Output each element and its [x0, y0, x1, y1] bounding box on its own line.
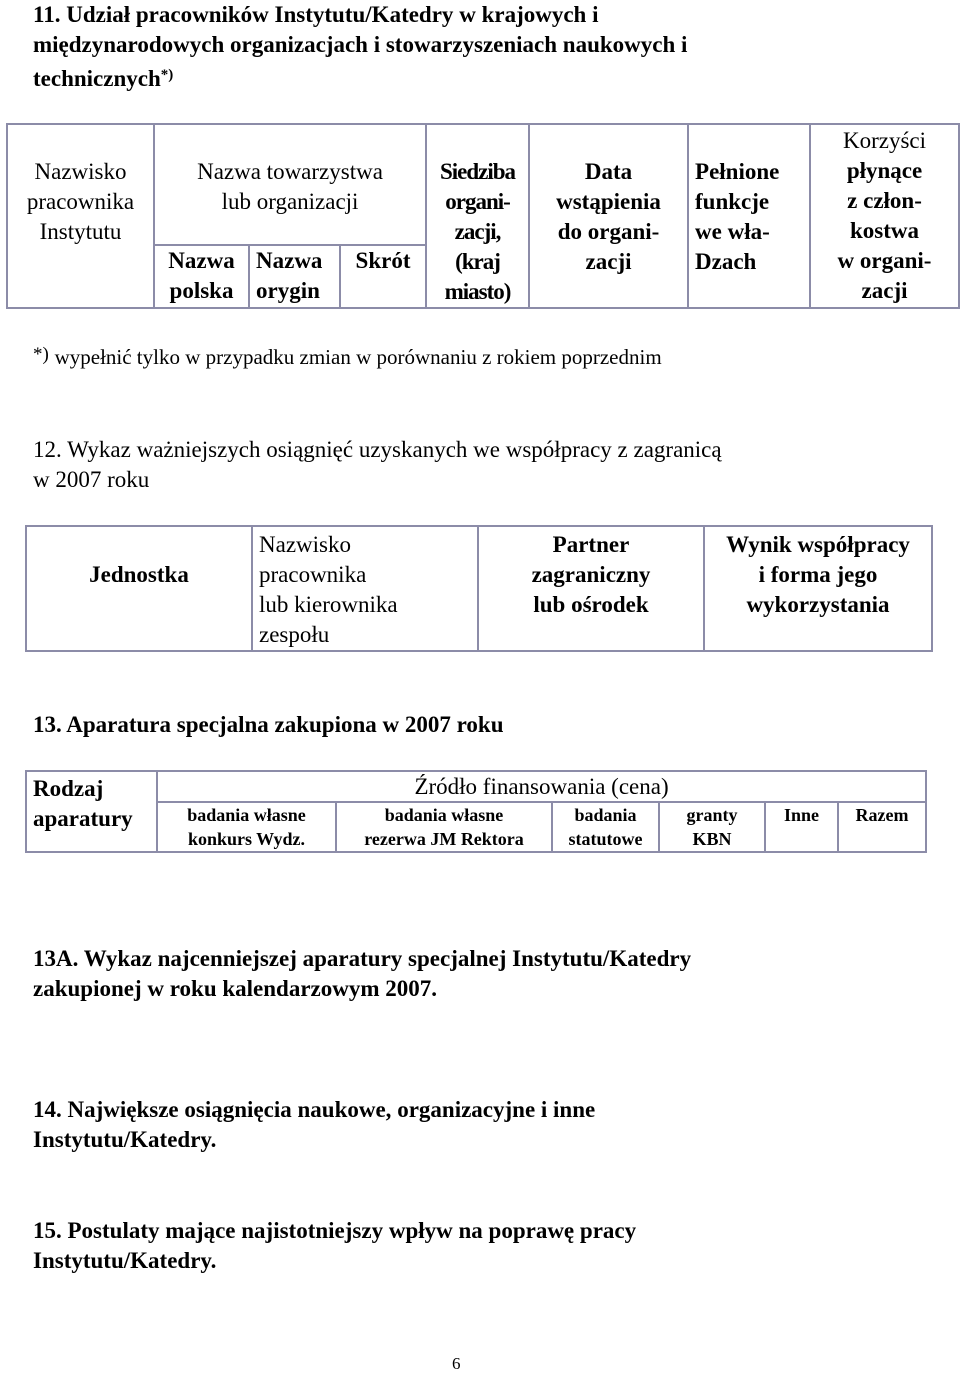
- table-equipment: [25, 770, 927, 853]
- section-13a-line-1: 13A. Wykaz najcenniejszej aparatury specjalnej Instytutu/Katedry: [33, 946, 692, 971]
- col-kbn-grants: granty KBN: [659, 802, 765, 852]
- section-11-line-2: międzynarodowych organizacjach i stowarzyszeniach naukowych i: [33, 32, 688, 57]
- col-equipment-type: Rodzaj aparatury: [26, 771, 157, 852]
- section-15-line-2: Instytutu/Katedry.: [33, 1248, 217, 1273]
- section-14-line-2: Instytutu/Katedry.: [33, 1127, 217, 1152]
- col-organization-name: Nazwa towarzystwa lub organizacji: [154, 124, 426, 245]
- section-14-line-1: 14. Największe osiągnięcia naukowe, organizacyjne i inne: [33, 1097, 596, 1122]
- col-join-date: Data wstąpienia do organi- zacji: [529, 124, 688, 308]
- table-membership: [6, 123, 960, 309]
- col-name-original: Nazwa orygin: [249, 245, 340, 308]
- col-benefits: Korzyści płynące z człon- kostwa w organi- zacji: [810, 124, 959, 308]
- section-14-heading: [33, 1095, 885, 1155]
- col-unit: Jednostka: [26, 526, 252, 651]
- section-13a-heading: [33, 944, 885, 1004]
- page-number: 6: [452, 1354, 461, 1373]
- col-foreign-partner: Partner zagraniczny lub ośrodek: [478, 526, 704, 651]
- table-cooperation: [25, 525, 933, 652]
- section-12-line-1: 12. Wykaz ważniejszych osiągnięć uzyskanych we współpracy z zagranicą: [33, 437, 722, 462]
- section-15-heading: [33, 1216, 885, 1276]
- section-12-heading: [33, 435, 885, 495]
- section-11-line-1: 11. Udział pracowników Instytutu/Katedry w krajowych i: [33, 2, 599, 27]
- section-11-heading: [33, 0, 885, 94]
- col-employee-or-leader: Nazwisko pracownika lub kierownika zespołu: [252, 526, 478, 651]
- col-name-polish: Nazwa polska: [154, 245, 249, 308]
- col-abbreviation: Skrót: [340, 245, 426, 308]
- col-statutory-research: badania statutowe: [552, 802, 659, 852]
- col-own-research-rector: badania własne rezerwa JM Rektora: [336, 802, 552, 852]
- col-total: Razem: [838, 802, 926, 852]
- section-15-line-1: 15. Postulaty mające najistotniejszy wpływ na poprawę pracy: [33, 1218, 637, 1243]
- section-12-line-2: w 2007 roku: [33, 467, 150, 492]
- col-own-research-faculty: badania własne konkurs Wydz.: [157, 802, 336, 852]
- section-13a-line-2: zakupionej w roku kalendarzowym 2007.: [33, 976, 438, 1001]
- col-result: Wynik współpracy i forma jego wykorzystania: [704, 526, 932, 651]
- footnote-mark: *): [33, 344, 49, 365]
- col-funding-source: Źródło finansowania (cena): [157, 771, 926, 802]
- col-other: Inne: [765, 802, 838, 852]
- footnote-text: wypełnić tylko w przypadku zmian w porównaniu z rokiem poprzednim: [54, 345, 662, 369]
- section-13-heading: 13. Aparatura specjalna zakupiona w 2007 roku: [33, 712, 504, 737]
- col-functions: Pełnione funkcje we wła- Dzach: [688, 124, 810, 308]
- footnote: [33, 342, 662, 374]
- col-seat: Siedziba organi- zacji, (kraj miasto): [426, 124, 529, 308]
- section-11-line-3: technicznych*): [33, 66, 174, 91]
- footnote-mark: *): [160, 67, 174, 83]
- col-employee-name: Nazwisko pracownika Instytutu: [7, 124, 154, 308]
